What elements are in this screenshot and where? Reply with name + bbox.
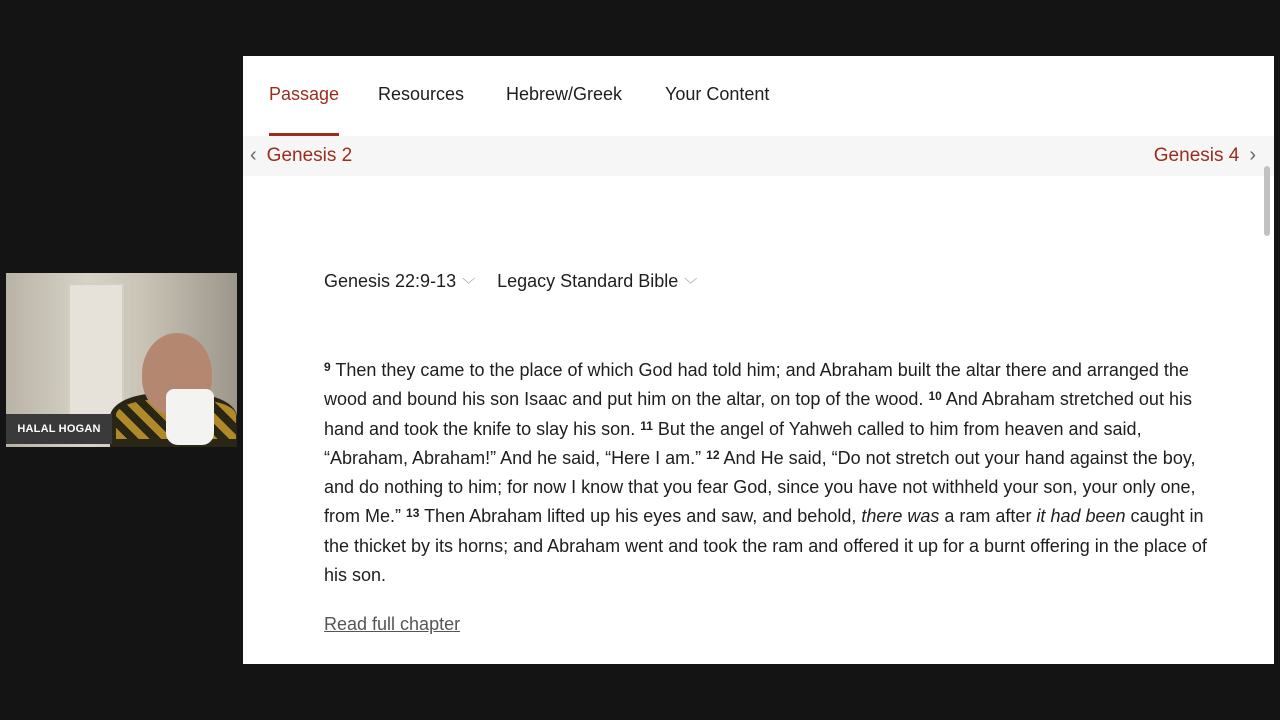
verse-text: a ram after [939, 506, 1037, 527]
verse-text: Then they came to the place of which God had told him; and Abraham built the altar there and arranged the wood and bound his son Isaac and put him on the altar, on top of the wood. [324, 360, 1189, 410]
passage-text [324, 356, 1214, 590]
webcam-tile [6, 273, 237, 447]
verse-text: And He said, “Do not stretch out your hand against the boy, and do nothing to him; for now I know that you fear God, since you have not withheld your son, your only one, from Me.” [324, 447, 1196, 527]
chevron-down-icon: ﹀ [462, 277, 476, 292]
next-chapter-label: Genesis 4 [1153, 144, 1240, 166]
prev-chapter-label: Genesis 2 [266, 144, 353, 166]
chevron-left-icon: ‹ [250, 144, 257, 166]
version-dropdown[interactable] [497, 271, 697, 292]
verse-number: 9 [324, 360, 331, 374]
prev-chapter-link[interactable] [250, 144, 352, 167]
verse-number: 11 [640, 418, 653, 433]
reference-value: Genesis 22:9-13 [324, 271, 457, 291]
verse-number: 10 [928, 389, 942, 404]
tab-your-content[interactable]: Your Content [665, 84, 770, 104]
verse-number: 13 [406, 506, 420, 521]
chevron-right-icon: › [1249, 144, 1256, 166]
bible-app-panel [243, 56, 1274, 664]
verse-italic-text: it had been [1036, 506, 1126, 527]
next-chapter-link[interactable] [1154, 144, 1256, 167]
scrollbar[interactable] [1264, 166, 1272, 236]
passage-selectors [324, 271, 697, 292]
verse-text: Then Abraham lifted up his eyes and saw, and behold, [424, 506, 862, 527]
tab-resources[interactable]: Resources [378, 84, 465, 104]
verse-italic-text: there was [861, 506, 940, 527]
tab-passage[interactable]: Passage [269, 84, 340, 104]
version-value: Legacy Standard Bible [497, 271, 679, 291]
read-full-chapter-link[interactable]: Read full chapter [324, 614, 461, 634]
chapter-nav-bar [243, 136, 1274, 176]
chevron-down-icon: ﹀ [684, 277, 698, 292]
verse-number: 12 [706, 447, 720, 462]
reference-dropdown[interactable] [324, 271, 475, 292]
verse-text: But the angel of Yahweh called to him from heaven and said, “Abraham, Abraham!” And he said, “Here I am.” [324, 418, 1142, 468]
verse-text: And Abraham stretched out his hand and took the knife to slay his son. [324, 389, 1192, 439]
tab-hebrew-greek[interactable]: Hebrew/Greek [506, 84, 623, 104]
webcam-cup [166, 389, 214, 445]
scrollbar-thumb[interactable] [1264, 166, 1270, 236]
verse-text: caught in the thicket by its horns; and Abraham went and took the ram and offered it up for a burnt offering in the place of his son. [324, 506, 1207, 586]
webcam-name-tag: HALAL HOGAN [6, 414, 112, 444]
tab-bar [243, 56, 1274, 136]
